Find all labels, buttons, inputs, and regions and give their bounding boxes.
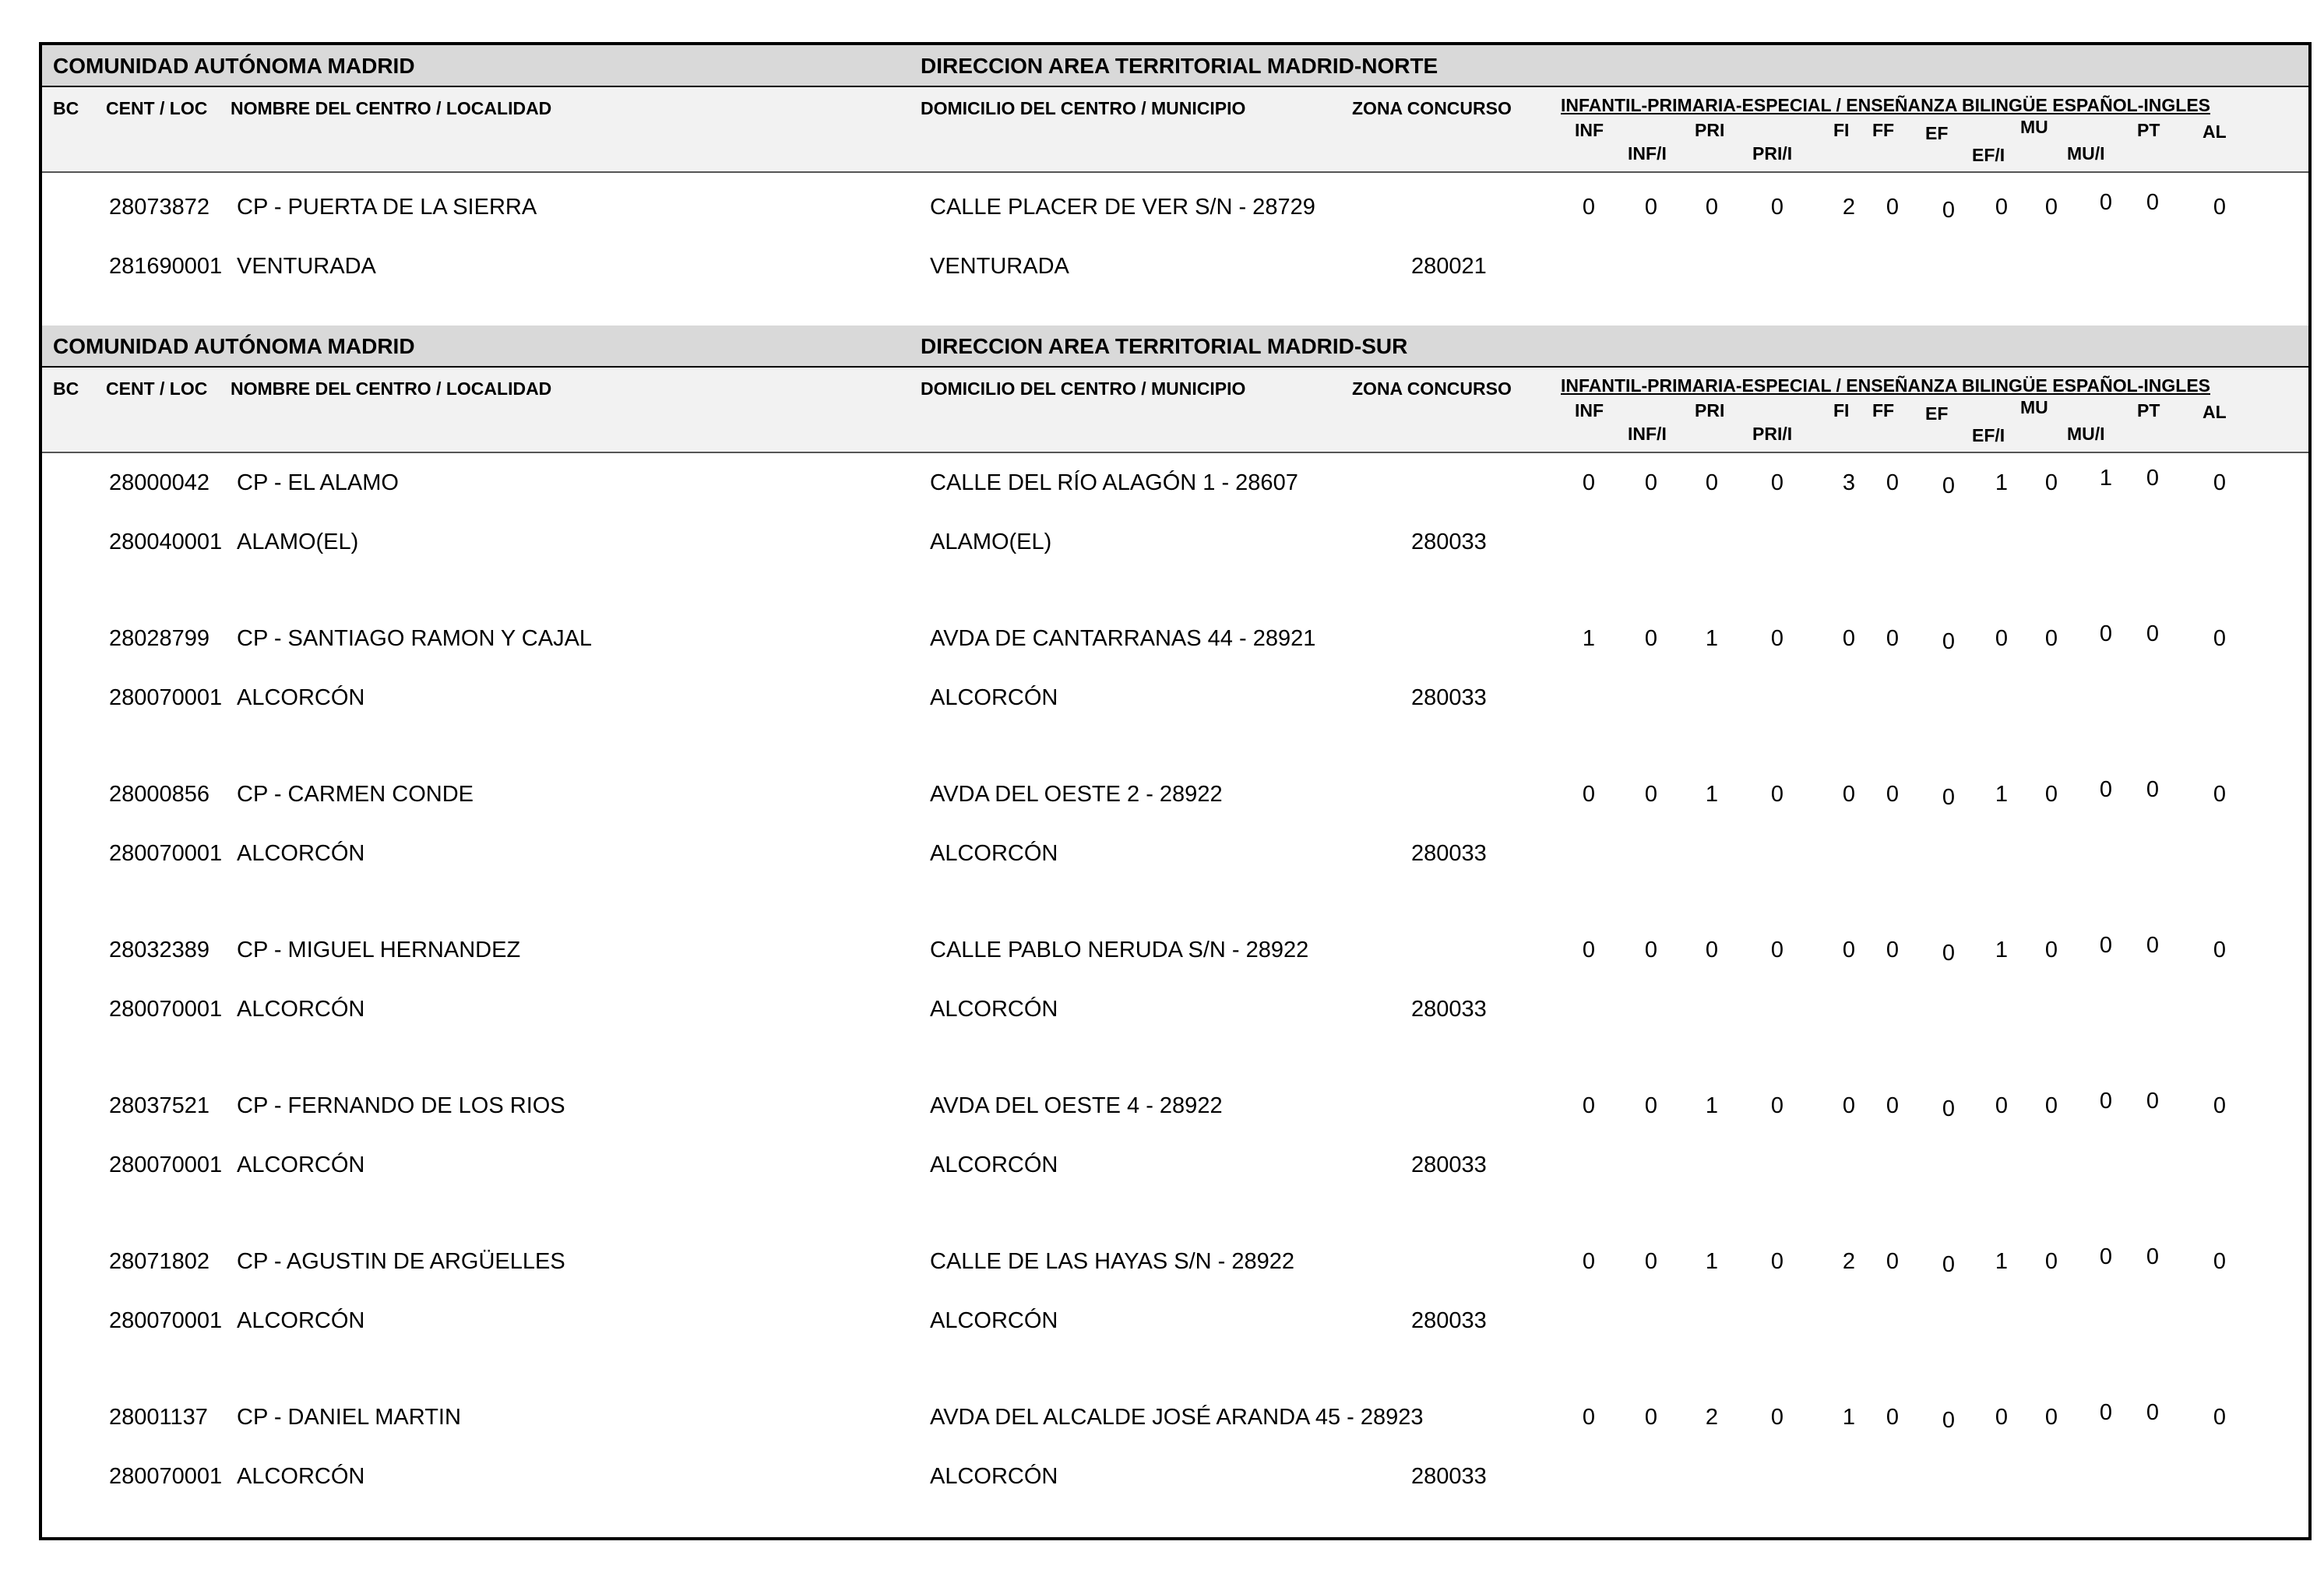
val-pt: 0: [2146, 933, 2160, 958]
col-inf: INF: [1575, 400, 1604, 421]
municipio: ALCORCÓN: [930, 685, 1058, 710]
val-ef-i: 0: [1995, 1405, 2009, 1430]
col-al: AL: [2203, 402, 2227, 422]
column-header-row: [42, 87, 2308, 173]
col-bc: BC: [53, 378, 79, 399]
val-ef: 0: [1942, 941, 1956, 966]
municipio: ALCORCÓN: [930, 1464, 1058, 1489]
zona-concurso: 280033: [1411, 530, 1487, 554]
val-pri: 1: [1705, 1093, 1719, 1118]
val-pri-i: 0: [1770, 1249, 1784, 1274]
val-ef: 0: [1942, 785, 1956, 810]
val-mu: 0: [2044, 470, 2058, 495]
section-madrid-sur: [42, 326, 2308, 1540]
col-fi: FI: [1833, 120, 1850, 140]
col-cent-loc: CENT / LOC: [106, 378, 208, 399]
centro-record: [42, 173, 2308, 329]
val-pri: 0: [1705, 470, 1719, 495]
zona-concurso: 280033: [1411, 1308, 1487, 1333]
comunidad-label: COMUNIDAD AUTÓNOMA MADRID: [53, 334, 415, 358]
centro-nombre: CP - EL ALAMO: [237, 470, 399, 495]
cent-code: 28037521: [109, 1093, 210, 1118]
direccion-label: DIRECCION AREA TERRITORIAL MADRID-NORTE: [921, 54, 1438, 78]
centro-domicilio: AVDA DEL ALCALDE JOSÉ ARANDA 45 - 28923: [930, 1405, 1424, 1430]
cent-code: 28000856: [109, 782, 210, 807]
val-ff: 0: [1886, 195, 1900, 220]
val-inf: 0: [1582, 1093, 1596, 1118]
col-domicilio: DOMICILIO DEL CENTRO / MUNICIPIO: [921, 98, 1246, 118]
section-madrid-norte: [42, 45, 2308, 326]
val-pri-i: 0: [1770, 938, 1784, 962]
val-fi: 1: [1842, 1405, 1856, 1430]
localidad: ALCORCÓN: [237, 841, 365, 866]
val-mu: 0: [2044, 1405, 2058, 1430]
val-pri-i: 0: [1770, 1405, 1784, 1430]
val-pri: 1: [1705, 626, 1719, 651]
comunidad-label: COMUNIDAD AUTÓNOMA MADRID: [53, 54, 415, 78]
val-mu-i: 0: [2099, 1089, 2113, 1114]
col-ef-i: EF/I: [1972, 145, 2005, 165]
val-mu-i: 1: [2099, 466, 2113, 491]
loc-code: 281690001: [109, 254, 223, 279]
col-pri-i: PRI/I: [1752, 424, 1793, 444]
val-pri: 2: [1705, 1405, 1719, 1430]
val-pri-i: 0: [1770, 1093, 1784, 1118]
val-ff: 0: [1886, 626, 1900, 651]
val-pri: 0: [1705, 195, 1719, 220]
val-mu-i: 0: [2099, 777, 2113, 802]
document-frame: [39, 42, 2312, 1540]
val-ff: 0: [1886, 1093, 1900, 1118]
section-header: [42, 45, 2308, 87]
val-inf-i: 0: [1644, 1405, 1658, 1430]
col-inf-i: INF/I: [1628, 143, 1667, 164]
val-ef: 0: [1942, 1252, 1956, 1277]
centro-domicilio: CALLE DE LAS HAYAS S/N - 28922: [930, 1249, 1294, 1274]
centro-domicilio: AVDA DE CANTARRANAS 44 - 28921: [930, 626, 1316, 651]
localidad: ALCORCÓN: [237, 685, 365, 710]
val-pri-i: 0: [1770, 195, 1784, 220]
centro-nombre: CP - MIGUEL HERNANDEZ: [237, 938, 521, 962]
val-pt: 0: [2146, 777, 2160, 802]
val-ef-i: 1: [1995, 938, 2009, 962]
loc-code: 280040001: [109, 530, 223, 554]
loc-code: 280070001: [109, 1152, 223, 1177]
val-inf: 0: [1582, 938, 1596, 962]
val-pt: 0: [2146, 1089, 2160, 1114]
col-mu: MU: [2020, 397, 2048, 417]
col-pri: PRI: [1695, 120, 1725, 140]
loc-code: 280070001: [109, 685, 223, 710]
val-ef: 0: [1942, 198, 1956, 223]
val-inf: 0: [1582, 1249, 1596, 1274]
centro-nombre: CP - AGUSTIN DE ARGÜELLES: [237, 1249, 565, 1274]
cent-code: 28001137: [109, 1405, 208, 1430]
val-pri-i: 0: [1770, 626, 1784, 651]
val-fi: 3: [1842, 470, 1856, 495]
val-fi: 0: [1842, 782, 1856, 807]
col-fi: FI: [1833, 400, 1850, 421]
col-bc: BC: [53, 98, 79, 118]
municipio: ALAMO(EL): [930, 530, 1052, 554]
val-al: 0: [2213, 1405, 2227, 1430]
val-pri: 1: [1705, 782, 1719, 807]
centro-domicilio: CALLE PABLO NERUDA S/N - 28922: [930, 938, 1309, 962]
val-inf-i: 0: [1644, 938, 1658, 962]
col-inf: INF: [1575, 120, 1604, 140]
col-domicilio: DOMICILIO DEL CENTRO / MUNICIPIO: [921, 378, 1246, 399]
val-inf: 1: [1582, 626, 1596, 651]
zona-concurso: 280033: [1411, 1464, 1487, 1489]
val-ef-i: 1: [1995, 1249, 2009, 1274]
centro-domicilio: CALLE PLACER DE VER S/N - 28729: [930, 195, 1315, 220]
val-inf: 0: [1582, 195, 1596, 220]
val-al: 0: [2213, 1249, 2227, 1274]
val-inf-i: 0: [1644, 1249, 1658, 1274]
val-pri: 1: [1705, 1249, 1719, 1274]
centro-nombre: CP - FERNANDO DE LOS RIOS: [237, 1093, 565, 1118]
col-ef-i: EF/I: [1972, 425, 2005, 445]
zona-concurso: 280021: [1411, 254, 1487, 279]
val-ef: 0: [1942, 1096, 1956, 1121]
val-al: 0: [2213, 782, 2227, 807]
loc-code: 280070001: [109, 841, 223, 866]
col-inf-i: INF/I: [1628, 424, 1667, 444]
val-pt: 0: [2146, 1400, 2160, 1425]
cent-code: 28032389: [109, 938, 210, 962]
val-ff: 0: [1886, 1405, 1900, 1430]
val-mu-i: 0: [2099, 190, 2113, 215]
col-ef: EF: [1925, 403, 1949, 424]
localidad: VENTURADA: [237, 254, 376, 279]
centro-domicilio: AVDA DEL OESTE 4 - 28922: [930, 1093, 1223, 1118]
centro-record: [42, 1076, 2308, 1232]
localidad: ALCORCÓN: [237, 1308, 365, 1333]
loc-code: 280070001: [109, 997, 223, 1022]
localidad: ALCORCÓN: [237, 997, 365, 1022]
val-inf-i: 0: [1644, 782, 1658, 807]
col-zona: ZONA CONCURSO: [1352, 378, 1512, 399]
section-header: [42, 326, 2308, 368]
col-mu-i: MU/I: [2067, 143, 2105, 164]
val-ef: 0: [1942, 473, 1956, 498]
col-nombre: NOMBRE DEL CENTRO / LOCALIDAD: [231, 98, 552, 118]
col-al: AL: [2203, 121, 2227, 142]
val-ef-i: 0: [1995, 626, 2009, 651]
localidad: ALCORCÓN: [237, 1152, 365, 1177]
col-subjects-title: INFANTIL-PRIMARIA-ESPECIAL / ENSEÑANZA BILINGÜE ESPAÑOL-INGLES: [1561, 375, 2210, 396]
centro-nombre: CP - SANTIAGO RAMON Y CAJAL: [237, 626, 593, 651]
val-al: 0: [2213, 470, 2227, 495]
centro-record: [42, 1232, 2308, 1388]
val-pt: 0: [2146, 190, 2160, 215]
val-al: 0: [2213, 626, 2227, 651]
val-ff: 0: [1886, 1249, 1900, 1274]
zona-concurso: 280033: [1411, 685, 1487, 710]
centro-nombre: CP - PUERTA DE LA SIERRA: [237, 195, 537, 220]
zona-concurso: 280033: [1411, 997, 1487, 1022]
centro-record: [42, 765, 2308, 920]
municipio: ALCORCÓN: [930, 1308, 1058, 1333]
val-inf: 0: [1582, 1405, 1596, 1430]
val-inf-i: 0: [1644, 626, 1658, 651]
loc-code: 280070001: [109, 1464, 223, 1489]
cent-code: 28071802: [109, 1249, 210, 1274]
val-ff: 0: [1886, 470, 1900, 495]
centro-record: [42, 453, 2308, 609]
val-ef-i: 1: [1995, 470, 2009, 495]
localidad: ALCORCÓN: [237, 1464, 365, 1489]
val-mu-i: 0: [2099, 1244, 2113, 1269]
centro-domicilio: CALLE DEL RÍO ALAGÓN 1 - 28607: [930, 470, 1298, 495]
val-pt: 0: [2146, 466, 2160, 491]
val-fi: 0: [1842, 626, 1856, 651]
municipio: VENTURADA: [930, 254, 1069, 279]
val-ef-i: 1: [1995, 782, 2009, 807]
municipio: ALCORCÓN: [930, 1152, 1058, 1177]
val-ef: 0: [1942, 1408, 1956, 1433]
centro-domicilio: AVDA DEL OESTE 2 - 28922: [930, 782, 1223, 807]
col-ef: EF: [1925, 123, 1949, 143]
val-ff: 0: [1886, 938, 1900, 962]
val-al: 0: [2213, 938, 2227, 962]
col-pri-i: PRI/I: [1752, 143, 1793, 164]
val-mu: 0: [2044, 782, 2058, 807]
col-ff: FF: [1872, 120, 1895, 140]
centro-record: [42, 920, 2308, 1076]
val-pt: 0: [2146, 1244, 2160, 1269]
val-al: 0: [2213, 1093, 2227, 1118]
val-ef-i: 0: [1995, 195, 2009, 220]
col-pt: PT: [2137, 400, 2160, 421]
val-inf: 0: [1582, 470, 1596, 495]
val-mu: 0: [2044, 195, 2058, 220]
col-cent-loc: CENT / LOC: [106, 98, 208, 118]
col-nombre: NOMBRE DEL CENTRO / LOCALIDAD: [231, 378, 552, 399]
val-mu: 0: [2044, 938, 2058, 962]
val-inf-i: 0: [1644, 195, 1658, 220]
centro-nombre: CP - DANIEL MARTIN: [237, 1405, 461, 1430]
col-ff: FF: [1872, 400, 1895, 421]
val-mu-i: 0: [2099, 1400, 2113, 1425]
centro-nombre: CP - CARMEN CONDE: [237, 782, 474, 807]
col-zona: ZONA CONCURSO: [1352, 98, 1512, 118]
val-fi: 2: [1842, 195, 1856, 220]
column-header-row: [42, 368, 2308, 453]
val-mu: 0: [2044, 1093, 2058, 1118]
direccion-label: DIRECCION AREA TERRITORIAL MADRID-SUR: [921, 334, 1408, 358]
localidad: ALAMO(EL): [237, 530, 359, 554]
val-ef: 0: [1942, 629, 1956, 654]
val-mu: 0: [2044, 1249, 2058, 1274]
val-mu-i: 0: [2099, 621, 2113, 646]
col-mu: MU: [2020, 117, 2048, 137]
val-ff: 0: [1886, 782, 1900, 807]
col-pt: PT: [2137, 120, 2160, 140]
val-fi: 2: [1842, 1249, 1856, 1274]
centro-record: [42, 609, 2308, 765]
cent-code: 28028799: [109, 626, 210, 651]
val-mu-i: 0: [2099, 933, 2113, 958]
cent-code: 28073872: [109, 195, 210, 220]
zona-concurso: 280033: [1411, 841, 1487, 866]
val-pri-i: 0: [1770, 782, 1784, 807]
col-pri: PRI: [1695, 400, 1725, 421]
val-pt: 0: [2146, 621, 2160, 646]
val-fi: 0: [1842, 938, 1856, 962]
centro-record: [42, 1388, 2308, 1543]
municipio: ALCORCÓN: [930, 841, 1058, 866]
val-pri: 0: [1705, 938, 1719, 962]
cent-code: 28000042: [109, 470, 210, 495]
val-mu: 0: [2044, 626, 2058, 651]
val-ef-i: 0: [1995, 1093, 2009, 1118]
val-pri-i: 0: [1770, 470, 1784, 495]
val-al: 0: [2213, 195, 2227, 220]
col-subjects-title: INFANTIL-PRIMARIA-ESPECIAL / ENSEÑANZA BILINGÜE ESPAÑOL-INGLES: [1561, 95, 2210, 115]
municipio: ALCORCÓN: [930, 997, 1058, 1022]
val-inf: 0: [1582, 782, 1596, 807]
val-fi: 0: [1842, 1093, 1856, 1118]
loc-code: 280070001: [109, 1308, 223, 1333]
val-inf-i: 0: [1644, 1093, 1658, 1118]
col-mu-i: MU/I: [2067, 424, 2105, 444]
val-inf-i: 0: [1644, 470, 1658, 495]
zona-concurso: 280033: [1411, 1152, 1487, 1177]
